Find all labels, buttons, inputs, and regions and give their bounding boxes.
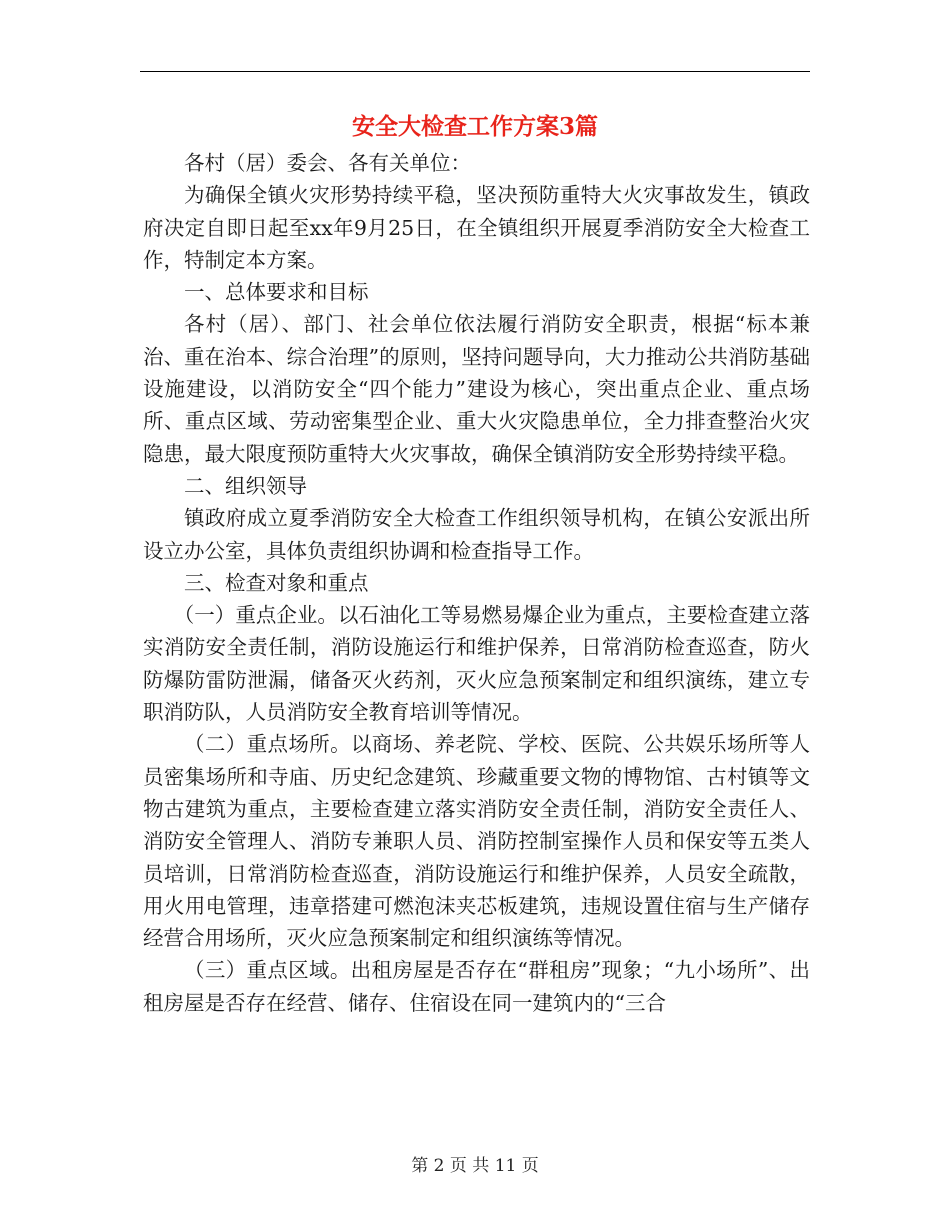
section-heading-2: 二、组织领导 xyxy=(184,473,307,498)
subsection-3-paragraph: （三）重点区域。出租房屋是否存在“群租房”现象；“九小场所”、出租房屋是否存在经营、储存、住宿设在同一建筑内的“三合 xyxy=(143,958,810,1015)
subsection-1-paragraph: （一）重点企业。以石油化工等易燃易爆企业为重点，主要检查建立落实消防安全责任制，消防设施运行和维护保养，日常消防检查巡查，防火防爆防雷防泄漏，储备灭火药剂，灭火应急预案制定和组织演练，建立专职消防队，人员消防安全教育培训等情况。 xyxy=(143,603,810,725)
document-title: 安全大检查工作方案3篇 xyxy=(351,113,598,140)
salutation: 各村（居）委会、各有关单位： xyxy=(184,151,471,175)
section-1-paragraph: 各村（居）、部门、社会单位依法履行消防安全职责，根据“标本兼治、重在治本、综合治理”的原则，坚持问题导向，大力推动公共消防基础设施建设，以消防安全“四个能力”建设为核心，突出重点企业、重点场所、重点区域、劳动密集型企业、重大火灾隐患单位，全力排查整治火灾隐患，最大限度预防重特大火灾事故，确保全镇消防安全形势持续平稳。 xyxy=(143,312,810,466)
intro-paragraph: 为确保全镇火灾形势持续平稳，坚决预防重特大火灾事故发生，镇政府决定自即日起至xx年9月25日，在全镇组织开展夏季消防安全大检查工作，特制定本方案。 xyxy=(143,183,810,272)
header-rule xyxy=(140,71,810,72)
document-body xyxy=(143,147,810,1019)
section-2-paragraph: 镇政府成立夏季消防安全大检查工作组织领导机构，在镇公安派出所设立办公室，具体负责组织协调和检查指导工作。 xyxy=(143,506,810,563)
section-heading-3: 三、检查对象和重点 xyxy=(184,570,369,595)
section-heading-1: 一、总体要求和目标 xyxy=(184,280,369,305)
subsection-2-paragraph: （二）重点场所。以商场、养老院、学校、医院、公共娱乐场所等人员密集场所和寺庙、历史纪念建筑、珍藏重要文物的博物馆、古村镇等文物古建筑为重点，主要检查建立落实消防安全责任制，消防安全责任人、消防安全管理人、消防专兼职人员、消防控制室操作人员和保安等五类人员培训，日常消防检查巡查，消防设施运行和维护保养，人员安全疏散，用火用电管理，违章搭建可燃泡沫夹芯板建筑，违规设置住宿与生产储存经营合用场所，灭火应急预案制定和组织演练等情况。 xyxy=(143,732,810,951)
page-number: 第 2 页 共 11 页 xyxy=(411,1156,539,1176)
